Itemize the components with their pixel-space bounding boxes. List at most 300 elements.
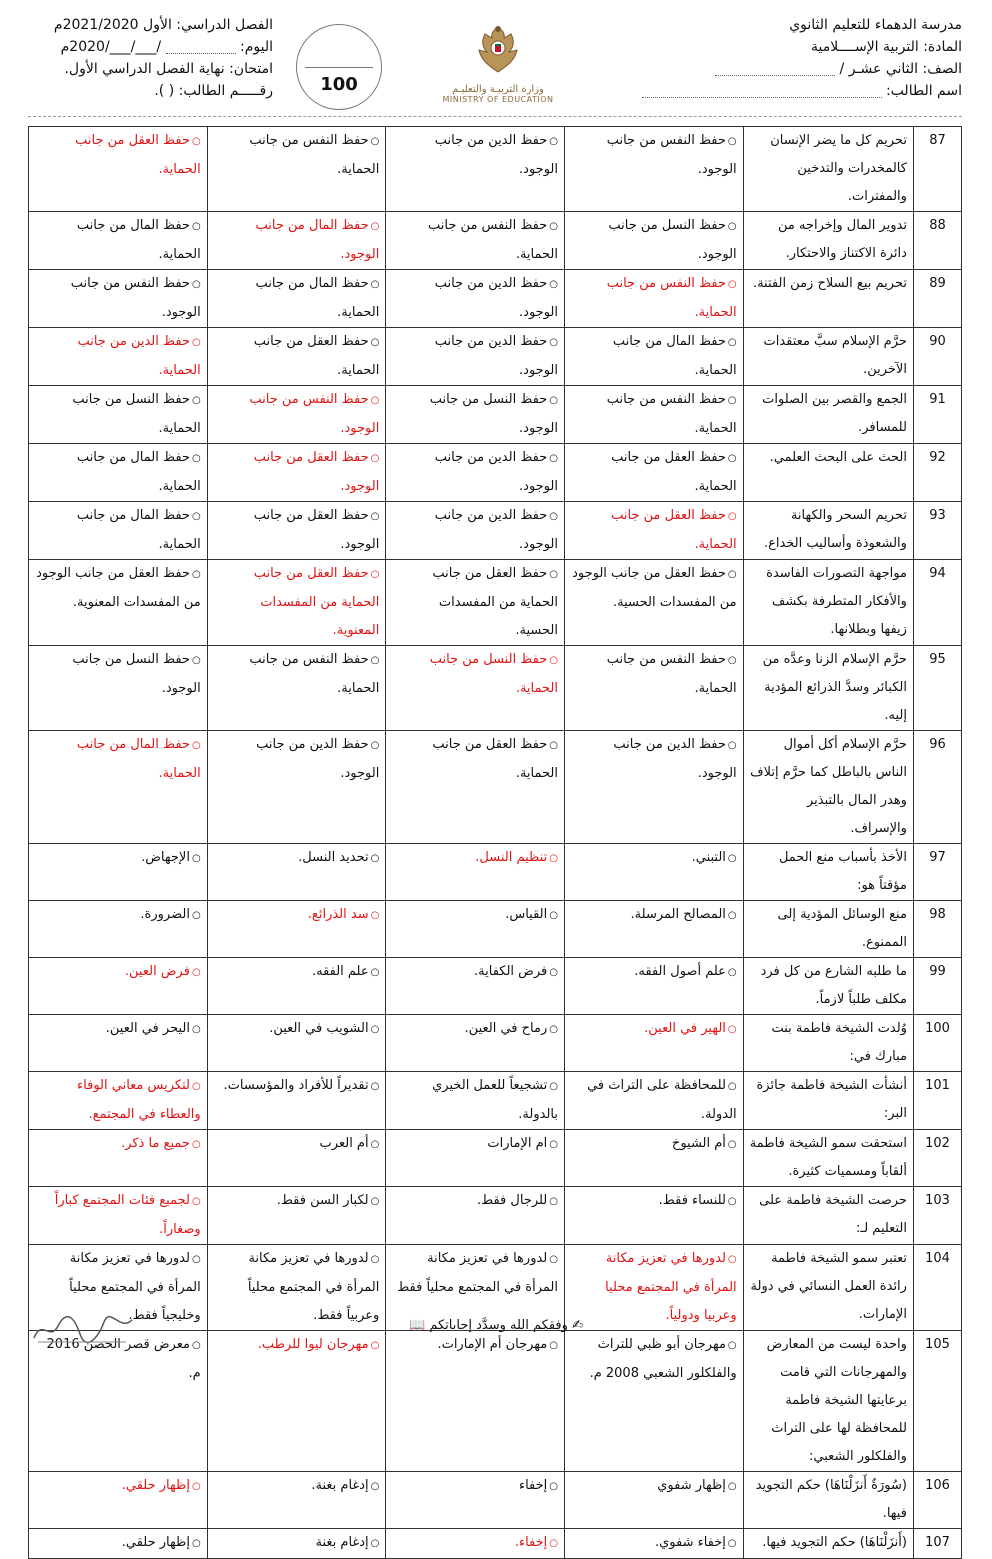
question-row xyxy=(29,844,962,901)
radio-circle-icon[interactable]: ○ xyxy=(370,1340,380,1351)
answer-option[interactable] xyxy=(207,1472,386,1529)
ministry-logo xyxy=(433,22,563,108)
radio-circle-icon[interactable]: ○ xyxy=(549,136,558,147)
score-total: 100 xyxy=(320,74,358,95)
radio-circle-icon[interactable]: ○ xyxy=(549,740,558,751)
question-text: الجمع والقصر بين الصلوات للمسافر. xyxy=(743,386,913,444)
answer-option-text: علم أصول الفقه. xyxy=(634,964,726,979)
answer-option[interactable] xyxy=(565,1130,744,1187)
answer-option-text: مهرجان أم الإمارات. xyxy=(437,1337,548,1352)
answer-option[interactable] xyxy=(386,1015,565,1072)
answer-option[interactable] xyxy=(386,731,565,844)
answer-option[interactable] xyxy=(386,1187,565,1245)
answer-option-text: إظهار شفوي xyxy=(657,1478,726,1493)
radio-circle-icon[interactable]: ○ xyxy=(370,136,380,147)
answer-option-text: حفظ المال من جانب الوجود. xyxy=(255,218,380,262)
answer-option-text: ام الإمارات xyxy=(487,1136,548,1151)
radio-circle-icon[interactable]: ○ xyxy=(549,1340,558,1351)
answer-option-correct[interactable] xyxy=(29,958,208,1015)
answer-option[interactable] xyxy=(29,444,208,502)
answer-option[interactable] xyxy=(565,731,744,844)
radio-circle-icon[interactable]: ○ xyxy=(549,279,558,290)
answer-option-text: الضرورة. xyxy=(140,907,190,922)
answer-option-text: حفظ الدين من جانب الوجود. xyxy=(434,450,558,494)
answer-option-text: إدغام بغنة. xyxy=(311,1478,369,1493)
radio-circle-icon[interactable]: ○ xyxy=(549,1538,558,1549)
answer-option-text: إخفاء شفوي. xyxy=(654,1535,726,1550)
open-book-icon: 📖 xyxy=(409,1318,426,1333)
answer-option-text: حفظ النسل من جانب الوجود. xyxy=(608,218,737,262)
answer-option-text: للنساء فقط. xyxy=(658,1193,726,1208)
answer-option[interactable] xyxy=(29,646,208,731)
answer-option-correct[interactable] xyxy=(565,270,744,328)
answer-option-text: حفظ النفس من جانب الوجود. xyxy=(249,392,380,436)
grade-label: الصف: الثاني عشـر / xyxy=(622,58,962,80)
question-number: 102 xyxy=(913,1130,961,1187)
footer-wish xyxy=(0,1318,992,1333)
answer-option-correct[interactable] xyxy=(29,1187,208,1245)
answer-option-text: حفظ الدين من جانب الوجود. xyxy=(434,133,558,177)
radio-circle-icon[interactable]: ○ xyxy=(370,967,380,978)
answer-option-text: علم الفقه. xyxy=(311,964,369,979)
question-text: (أَنزَلْنَاهَا) حكم التجويد فيها. xyxy=(743,1529,913,1559)
answer-option-text: حفظ المال من جانب الحماية. xyxy=(76,508,201,552)
answer-option-correct[interactable] xyxy=(29,127,208,212)
question-row xyxy=(29,328,962,386)
answer-option-correct[interactable] xyxy=(207,444,386,502)
radio-circle-icon[interactable]: ○ xyxy=(549,1139,558,1150)
answer-option[interactable] xyxy=(386,444,565,502)
answer-option[interactable] xyxy=(207,1130,386,1187)
radio-circle-icon[interactable]: ○ xyxy=(727,395,737,406)
radio-circle-icon[interactable]: ○ xyxy=(549,221,558,232)
uae-emblem-icon xyxy=(471,22,525,78)
question-text: وُلدت الشيخة فاطمة بنت مبارك في: xyxy=(743,1015,913,1072)
radio-circle-icon[interactable]: ○ xyxy=(549,1081,558,1092)
question-text: أنشأت الشيخة فاطمة جائزة البر: xyxy=(743,1072,913,1130)
answer-option[interactable] xyxy=(565,328,744,386)
question-text: حرصت الشيخة فاطمة على التعليم لـ: xyxy=(743,1187,913,1245)
answer-option-text: حفظ العقل من جانب الحماية. xyxy=(432,737,558,781)
radio-circle-icon[interactable]: ○ xyxy=(549,511,558,522)
radio-circle-icon[interactable]: ○ xyxy=(549,1024,558,1035)
question-text: ما طلبه الشارع من كل فرد مكلف طلباً لازماً. xyxy=(743,958,913,1015)
question-number: 89 xyxy=(913,270,961,328)
answer-option-text: التبني. xyxy=(691,850,726,865)
answer-option-correct[interactable] xyxy=(29,1472,208,1529)
radio-circle-icon[interactable]: ○ xyxy=(370,569,380,580)
answer-option-text: إدغام بغنة xyxy=(315,1535,369,1550)
radio-circle-icon[interactable]: ○ xyxy=(370,740,380,751)
question-number: 91 xyxy=(913,386,961,444)
subject-label: المادة: التربية الإســــلامية xyxy=(810,39,962,55)
radio-circle-icon[interactable]: ○ xyxy=(191,655,201,666)
radio-circle-icon[interactable]: ○ xyxy=(727,136,737,147)
answer-option[interactable] xyxy=(207,1015,386,1072)
question-number: 88 xyxy=(913,212,961,270)
radio-circle-icon[interactable]: ○ xyxy=(727,1538,737,1549)
radio-circle-icon[interactable]: ○ xyxy=(191,221,201,232)
question-row xyxy=(29,1130,962,1187)
radio-circle-icon[interactable]: ○ xyxy=(727,967,737,978)
answer-option-correct[interactable] xyxy=(386,844,565,901)
answer-option[interactable] xyxy=(29,901,208,958)
answer-option-text: حفظ النسل من جانب الوجود. xyxy=(72,652,201,696)
radio-circle-icon[interactable]: ○ xyxy=(549,1254,558,1265)
radio-circle-icon[interactable]: ○ xyxy=(191,1081,201,1092)
answer-option[interactable] xyxy=(386,1331,565,1472)
question-row xyxy=(29,1472,962,1529)
radio-circle-icon[interactable]: ○ xyxy=(727,279,737,290)
answer-option-text: حفظ الدين من جانب الوجود. xyxy=(256,737,380,781)
radio-circle-icon[interactable]: ○ xyxy=(727,910,737,921)
radio-circle-icon[interactable]: ○ xyxy=(370,1254,380,1265)
radio-circle-icon[interactable]: ○ xyxy=(191,910,201,921)
radio-circle-icon[interactable]: ○ xyxy=(370,655,380,666)
answer-option[interactable] xyxy=(207,731,386,844)
radio-circle-icon[interactable]: ○ xyxy=(370,1024,380,1035)
student-name-label: اسم الطالب: xyxy=(622,80,962,102)
question-row xyxy=(29,386,962,444)
answer-option-text: حفظ العقل من جانب الوجود من المفسدات المعنوية. xyxy=(36,566,201,610)
answer-option-text: حفظ النفس من جانب الحماية. xyxy=(428,218,558,262)
answer-option[interactable] xyxy=(386,1472,565,1529)
answer-option-correct[interactable] xyxy=(565,502,744,560)
answer-option[interactable] xyxy=(565,127,744,212)
answer-option[interactable] xyxy=(29,270,208,328)
answer-option[interactable] xyxy=(565,646,744,731)
answer-option[interactable] xyxy=(29,844,208,901)
radio-circle-icon[interactable]: ○ xyxy=(549,569,558,580)
answer-option[interactable] xyxy=(565,1187,744,1245)
radio-circle-icon[interactable]: ○ xyxy=(727,1081,737,1092)
answer-option-text: إخفاء xyxy=(518,1478,548,1493)
radio-circle-icon[interactable]: ○ xyxy=(727,740,737,751)
answer-option-text: جميع ما ذكر. xyxy=(121,1136,190,1151)
radio-circle-icon[interactable]: ○ xyxy=(549,967,558,978)
answer-option-correct[interactable] xyxy=(207,1331,386,1472)
answer-option-correct[interactable] xyxy=(207,212,386,270)
header-separator xyxy=(28,116,962,117)
radio-circle-icon[interactable]: ○ xyxy=(727,1481,737,1492)
answer-option-correct[interactable] xyxy=(29,1130,208,1187)
answer-option[interactable] xyxy=(29,502,208,560)
radio-circle-icon[interactable]: ○ xyxy=(370,453,380,464)
answer-option[interactable] xyxy=(565,212,744,270)
answer-option-correct[interactable] xyxy=(29,1072,208,1130)
answer-option-correct[interactable] xyxy=(386,646,565,731)
answer-option[interactable] xyxy=(207,958,386,1015)
answer-option-text: فرض الكفاية. xyxy=(474,964,548,979)
answer-option[interactable] xyxy=(29,212,208,270)
question-text: منع الوسائل المؤدية إلى الممنوع. xyxy=(743,901,913,958)
radio-circle-icon[interactable]: ○ xyxy=(370,511,380,522)
answer-option[interactable] xyxy=(29,1529,208,1559)
radio-circle-icon[interactable]: ○ xyxy=(191,1481,201,1492)
radio-circle-icon[interactable]: ○ xyxy=(370,910,380,921)
radio-circle-icon[interactable]: ○ xyxy=(727,453,737,464)
question-number: 94 xyxy=(913,560,961,646)
header-right xyxy=(622,14,962,102)
answer-option-correct[interactable] xyxy=(565,1015,744,1072)
radio-circle-icon[interactable]: ○ xyxy=(370,1481,380,1492)
radio-circle-icon[interactable]: ○ xyxy=(191,337,201,348)
answer-option-text: اليحر في العين. xyxy=(105,1021,190,1036)
answer-option-text: فرض العين. xyxy=(124,964,190,979)
answer-option-text: حفظ العقل من جانب الحماية من المفسدات المعنوية. xyxy=(253,566,380,638)
radio-circle-icon[interactable]: ○ xyxy=(727,1340,737,1351)
answer-option-text: حفظ النفس من جانب الوجود. xyxy=(606,133,737,177)
answer-option-text: حفظ النسل من جانب الحماية. xyxy=(429,652,558,696)
radio-circle-icon[interactable]: ○ xyxy=(549,453,558,464)
question-row xyxy=(29,502,962,560)
answer-option-text: حفظ العقل من جانب الحماية. xyxy=(75,133,201,177)
question-number: 90 xyxy=(913,328,961,386)
answer-option-correct[interactable] xyxy=(29,731,208,844)
answer-option[interactable] xyxy=(29,1331,208,1472)
question-text: الحث على البحث العلمي. xyxy=(743,444,913,502)
answer-option-text: الشويب في العين. xyxy=(269,1021,369,1036)
answer-option-text: حفظ الدين من جانب الوجود. xyxy=(434,508,558,552)
radio-circle-icon[interactable]: ○ xyxy=(370,395,380,406)
question-row xyxy=(29,731,962,844)
question-text: استحقت سمو الشيخة فاطمة ألقاباً ومسميات كثيرة. xyxy=(743,1130,913,1187)
radio-circle-icon[interactable]: ○ xyxy=(727,853,737,864)
radio-circle-icon[interactable]: ○ xyxy=(191,279,201,290)
radio-circle-icon[interactable]: ○ xyxy=(549,853,558,864)
school-name: مدرسة الدهماء للتعليم الثانوي xyxy=(789,17,962,33)
answer-option-text: لكبار السن فقط. xyxy=(276,1193,369,1208)
answer-option[interactable] xyxy=(565,844,744,901)
answer-option-correct[interactable] xyxy=(207,560,386,646)
radio-circle-icon[interactable]: ○ xyxy=(727,1139,737,1150)
radio-circle-icon[interactable]: ○ xyxy=(727,221,737,232)
radio-circle-icon[interactable]: ○ xyxy=(191,1254,201,1265)
answer-option[interactable] xyxy=(29,1015,208,1072)
radio-circle-icon[interactable]: ○ xyxy=(191,136,201,147)
radio-circle-icon[interactable]: ○ xyxy=(549,337,558,348)
answer-option-correct[interactable] xyxy=(29,328,208,386)
radio-circle-icon[interactable]: ○ xyxy=(370,1081,380,1092)
answer-option[interactable] xyxy=(29,386,208,444)
question-text: تحريم السحر والكهانة والشعوذة وأساليب الخداع. xyxy=(743,502,913,560)
radio-circle-icon[interactable]: ○ xyxy=(370,279,380,290)
radio-circle-icon[interactable]: ○ xyxy=(370,1538,380,1549)
radio-circle-icon[interactable]: ○ xyxy=(370,221,380,232)
radio-circle-icon[interactable]: ○ xyxy=(727,511,737,522)
answer-option-text: الإجهاض. xyxy=(141,850,190,865)
header-left xyxy=(28,14,273,102)
question-number: 87 xyxy=(913,127,961,212)
radio-circle-icon[interactable]: ○ xyxy=(727,337,737,348)
radio-circle-icon[interactable]: ○ xyxy=(191,740,201,751)
question-row xyxy=(29,127,962,212)
answer-option[interactable] xyxy=(386,560,565,646)
answer-option-text: حفظ العقل من جانب الحماية. xyxy=(611,508,737,552)
radio-circle-icon[interactable]: ○ xyxy=(549,1481,558,1492)
answer-option-text: حفظ النفس من جانب الحماية. xyxy=(249,133,380,177)
question-number: 96 xyxy=(913,731,961,844)
answer-option[interactable] xyxy=(207,127,386,212)
radio-circle-icon[interactable]: ○ xyxy=(727,655,737,666)
radio-circle-icon[interactable]: ○ xyxy=(191,511,201,522)
answer-option-text: حفظ العقل من جانب الوجود. xyxy=(253,508,380,552)
answer-option[interactable] xyxy=(207,502,386,560)
radio-circle-icon[interactable]: ○ xyxy=(191,853,201,864)
question-text: الأخذ بأسباب منع الحمل مؤقتاً هو: xyxy=(743,844,913,901)
answer-option-correct[interactable] xyxy=(386,1529,565,1559)
answer-option-text: تقديراً للأفراد والمؤسسات. xyxy=(223,1078,369,1093)
question-number: 97 xyxy=(913,844,961,901)
question-number: 98 xyxy=(913,901,961,958)
answer-option-text: حفظ الدين من جانب الوجود. xyxy=(613,737,737,781)
answer-option-text: حفظ النسل من جانب الحماية. xyxy=(72,392,201,436)
answer-option[interactable] xyxy=(386,270,565,328)
exam-header xyxy=(28,14,962,114)
question-text: حرَّم الإسلام أكل أموال الناس بالباطل كما حرَّم إتلاف وهدر المال بالتبذير والإسراف. xyxy=(743,731,913,844)
radio-circle-icon[interactable]: ○ xyxy=(191,1538,201,1549)
ministry-name-ar: وزارة التربيـة والتعليـم xyxy=(452,84,544,95)
radio-circle-icon[interactable]: ○ xyxy=(191,1196,201,1207)
radio-circle-icon[interactable]: ○ xyxy=(370,337,380,348)
radio-circle-icon[interactable]: ○ xyxy=(370,853,380,864)
answer-option-text: حفظ النسل من جانب الوجود. xyxy=(429,392,558,436)
score-circle xyxy=(296,24,382,110)
answer-option[interactable] xyxy=(207,1187,386,1245)
answer-option-text: القياس. xyxy=(505,907,548,922)
semester-label: الفصل الدراسي: الأول 2021/2020م xyxy=(53,17,273,33)
answer-option[interactable] xyxy=(565,560,744,646)
radio-circle-icon[interactable]: ○ xyxy=(727,1254,737,1265)
radio-circle-icon[interactable]: ○ xyxy=(191,1024,201,1035)
radio-circle-icon[interactable]: ○ xyxy=(370,1139,380,1150)
answer-option[interactable] xyxy=(207,844,386,901)
question-text: (سُورَةٌ أَنزَلْنَاهَا) حكم التجويد فيها. xyxy=(743,1472,913,1529)
question-text: تعتبر سمو الشيخة فاطمة رائدة العمل النسائي في دولة الإمارات. xyxy=(743,1245,913,1331)
answer-option[interactable] xyxy=(29,560,208,646)
answer-option-text: حفظ النفس من جانب الوجود. xyxy=(70,276,201,320)
radio-circle-icon[interactable]: ○ xyxy=(191,967,201,978)
radio-circle-icon[interactable]: ○ xyxy=(191,1139,201,1150)
answer-option-text: تشجيعاً للعمل الخيري بالدولة. xyxy=(432,1078,558,1122)
question-text: حرَّم الإسلام سبَّ معتقدات الآخرين. xyxy=(743,328,913,386)
footer-wish-text: وفقكم الله وسدَّد إجاباتكم xyxy=(429,1318,568,1333)
questions-table xyxy=(28,126,962,1559)
radio-circle-icon[interactable]: ○ xyxy=(370,1196,380,1207)
answer-option-text: رماح في العين. xyxy=(464,1021,548,1036)
answer-option[interactable] xyxy=(565,1072,744,1130)
answer-option[interactable] xyxy=(565,901,744,958)
question-text: حرَّم الإسلام الزنا وعدَّه من الكبائر وسدَّ الذرائع المؤدية إليه. xyxy=(743,646,913,731)
question-number: 93 xyxy=(913,502,961,560)
answer-option[interactable] xyxy=(386,958,565,1015)
question-row xyxy=(29,1331,962,1472)
score-divider xyxy=(305,67,373,68)
answer-option[interactable] xyxy=(207,1529,386,1559)
radio-circle-icon[interactable]: ○ xyxy=(727,1024,737,1035)
question-row xyxy=(29,212,962,270)
answer-option-text: للمحافظة على التراث في الدولة. xyxy=(587,1078,737,1122)
radio-circle-icon[interactable]: ○ xyxy=(549,1196,558,1207)
answer-option-text: لتكريس معاني الوفاء والعطاء في المجتمع. xyxy=(77,1078,201,1122)
ministry-name-en: MINISTRY OF EDUCATION xyxy=(442,95,554,104)
answer-option[interactable] xyxy=(386,386,565,444)
answer-option-text: لدورها في تعزيز مكانة المرأة في المجتمع محلياً وخليجياً فقط. xyxy=(69,1251,201,1323)
answer-option[interactable] xyxy=(565,1529,744,1559)
answer-option-text: حفظ العقل من جانب الحماية من المفسدات الحسية. xyxy=(432,566,558,638)
radio-circle-icon[interactable]: ○ xyxy=(549,655,558,666)
answer-option[interactable] xyxy=(565,1331,744,1472)
exam-label: امتحان: نهاية الفصل الدراسي الأول. xyxy=(64,61,273,77)
answer-option-text: معرض قصر الحصن 2016 م. xyxy=(46,1337,201,1381)
answer-option-text: حفظ المال من جانب الحماية. xyxy=(76,450,201,494)
answer-option[interactable] xyxy=(386,328,565,386)
question-row xyxy=(29,1015,962,1072)
answer-option-text: الهير في العين. xyxy=(644,1021,726,1036)
question-text: تحريم بيع السلاح زمن الفتنة. xyxy=(743,270,913,328)
radio-circle-icon[interactable]: ○ xyxy=(549,910,558,921)
answer-option-text: لجميع فئات المجتمع كباراً وصغاراً. xyxy=(54,1193,201,1237)
question-row xyxy=(29,444,962,502)
answer-option[interactable] xyxy=(565,444,744,502)
writing-hand-icon: ✍ xyxy=(572,1318,583,1333)
question-row xyxy=(29,901,962,958)
question-text: تحريم كل ما يضر الإنسان كالمخدرات والتدخين والمفترات. xyxy=(743,127,913,212)
answer-option[interactable] xyxy=(207,328,386,386)
answer-option-text: المصالح المرسلة. xyxy=(630,907,726,922)
answer-option[interactable] xyxy=(386,901,565,958)
answer-option[interactable] xyxy=(207,646,386,731)
radio-circle-icon[interactable]: ○ xyxy=(191,453,201,464)
answer-option-text: مهرجان أبو ظبي للتراث والفلكلور الشعبي 2008 م. xyxy=(589,1337,737,1381)
answer-option-text: مهرجان ليوا للرطب. xyxy=(257,1337,369,1352)
radio-circle-icon[interactable]: ○ xyxy=(727,1196,737,1207)
question-number: 101 xyxy=(913,1072,961,1130)
answer-option-text: حفظ المال من جانب الحماية. xyxy=(255,276,380,320)
question-number: 103 xyxy=(913,1187,961,1245)
answer-option[interactable] xyxy=(386,502,565,560)
answer-option-text: لدورها في تعزيز مكانة المرأة في المجتمع محلياً وعربياً فقط. xyxy=(247,1251,380,1323)
question-row xyxy=(29,646,962,731)
question-row xyxy=(29,958,962,1015)
answer-option[interactable] xyxy=(207,270,386,328)
question-text: واحدة ليست من المعارض والمهرجانات التي قامت برعايتها الشيخة فاطمة للمحافظة لها على التراث والفلكلور الشعبي: xyxy=(743,1331,913,1472)
answer-option[interactable] xyxy=(386,1130,565,1187)
answer-option-text: حفظ النفس من جانب الحماية. xyxy=(606,276,737,320)
answer-option[interactable] xyxy=(386,1072,565,1130)
answer-option-text: حفظ الدين من جانب الحماية. xyxy=(77,334,201,378)
question-text: تدوير المال وإخراجه من دائرة الاكتناز والاحتكار. xyxy=(743,212,913,270)
question-row xyxy=(29,270,962,328)
answer-option[interactable] xyxy=(386,127,565,212)
answer-option[interactable] xyxy=(565,386,744,444)
answer-option[interactable] xyxy=(565,1472,744,1529)
answer-option-correct[interactable] xyxy=(207,901,386,958)
radio-circle-icon[interactable]: ○ xyxy=(191,1340,201,1351)
answer-option[interactable] xyxy=(207,1072,386,1130)
question-number: 99 xyxy=(913,958,961,1015)
radio-circle-icon[interactable]: ○ xyxy=(727,569,737,580)
radio-circle-icon[interactable]: ○ xyxy=(191,569,201,580)
answer-option[interactable] xyxy=(386,212,565,270)
radio-circle-icon[interactable]: ○ xyxy=(191,395,201,406)
answer-option-correct[interactable] xyxy=(207,386,386,444)
answer-option-text: إظهار حلقي. xyxy=(121,1535,190,1550)
radio-circle-icon[interactable]: ○ xyxy=(549,395,558,406)
answer-option[interactable] xyxy=(565,958,744,1015)
answer-option-text: حفظ العقل من جانب الحماية. xyxy=(611,450,737,494)
day-date-label: اليوم: /___/___/2020م xyxy=(60,39,273,55)
